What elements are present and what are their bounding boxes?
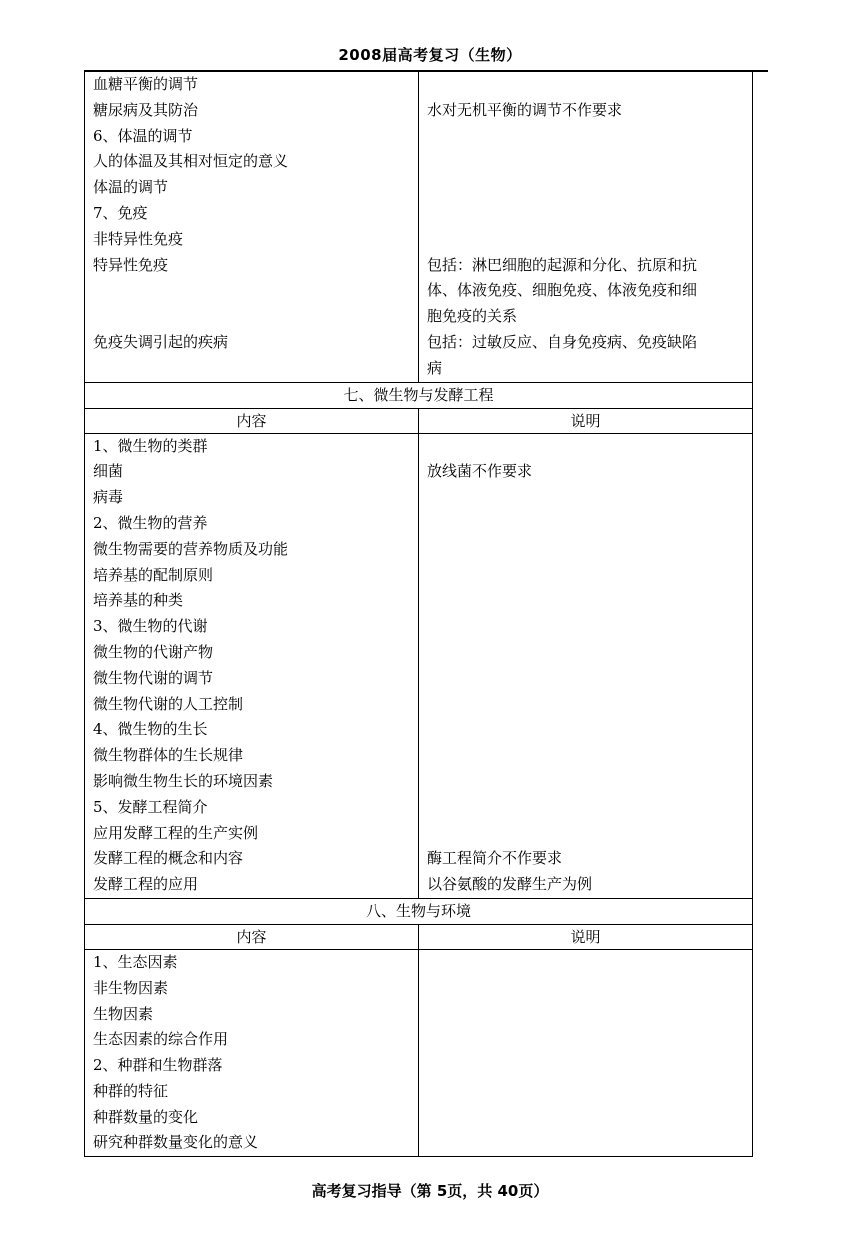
text-line: 发酵工程的应用	[93, 875, 199, 894]
section8-content-lines	[93, 950, 410, 1156]
block1-note-lines	[427, 72, 744, 382]
col-content-label: 内容	[236, 927, 267, 946]
text-line: 特异性免疫	[93, 255, 169, 274]
section8-col-content-header	[85, 924, 419, 949]
text-line	[427, 72, 744, 98]
text-line: 微生物群体的生长规律	[93, 746, 244, 765]
text-line	[427, 149, 744, 175]
section8-title-cell	[85, 898, 753, 924]
text-line: 2、微生物的营养	[93, 513, 208, 532]
text-line: 2、种群和生物群落	[93, 1056, 223, 1075]
text-line: 微生物需要的营养物质及功能	[93, 539, 289, 558]
text-line: 以谷氨酸的发酵生产为例	[427, 875, 593, 894]
text-line: 培养基的配制原则	[93, 565, 214, 584]
text-line	[427, 175, 744, 201]
text-line	[427, 1002, 744, 1028]
text-line: 培养基的种类	[93, 591, 184, 610]
text-line: 胞免疫的关系	[427, 307, 518, 326]
text-line	[427, 588, 744, 614]
text-line: 生态因素的综合作用	[93, 1030, 229, 1049]
text-line	[427, 511, 744, 537]
section8-header-row	[85, 924, 753, 949]
text-line	[427, 976, 744, 1002]
text-line	[427, 537, 744, 563]
text-line	[427, 795, 744, 821]
section8-title-row	[85, 898, 753, 924]
section7-content-lines	[93, 434, 410, 898]
section7-header-row	[85, 408, 753, 433]
text-line	[427, 640, 744, 666]
section7-body-row	[85, 433, 753, 898]
text-line	[427, 769, 744, 795]
text-line: 微生物代谢的调节	[93, 668, 214, 687]
text-line: 生物因素	[93, 1004, 154, 1023]
text-line: 体温的调节	[93, 178, 169, 197]
text-line	[427, 227, 744, 253]
block1-content-lines	[93, 72, 410, 382]
section7-title-row	[85, 382, 753, 408]
text-line: 细菌	[93, 462, 124, 481]
section7-title: 七、微生物与发酵工程	[343, 385, 494, 404]
text-line: 发酵工程的概念和内容	[93, 849, 244, 868]
text-line: 包括：过敏反应、自身免疫病、免疫缺陷	[427, 332, 698, 351]
text-line	[427, 485, 744, 511]
text-line	[427, 434, 744, 460]
text-line: 非生物因素	[93, 978, 169, 997]
text-line	[427, 717, 744, 743]
text-line: 血糖平衡的调节	[93, 75, 199, 93]
text-line	[427, 821, 744, 847]
text-line	[427, 666, 744, 692]
section8-col-note-header	[419, 924, 753, 949]
block1-content-cell	[85, 72, 419, 383]
text-line: 种群数量的变化	[93, 1107, 199, 1126]
text-line	[427, 743, 744, 769]
text-line: 免疫失调引起的疾病	[93, 332, 229, 351]
syllabus-table	[84, 71, 753, 1157]
text-line	[427, 201, 744, 227]
section8-note-lines	[427, 950, 744, 1156]
text-line	[93, 304, 410, 330]
text-line: 微生物的代谢产物	[93, 642, 214, 661]
text-line: 放线菌不作要求	[427, 462, 533, 481]
text-line: 体、体液免疫、细胞免疫、体液免疫和细	[427, 281, 698, 300]
col-note-label: 说明	[570, 927, 601, 946]
text-line: 水对无机平衡的调节不作要求	[427, 100, 623, 119]
text-line: 种群的特征	[93, 1081, 169, 1100]
section7-col-note-header	[419, 408, 753, 433]
text-line	[427, 1079, 744, 1105]
text-line: 4、微生物的生长	[93, 720, 208, 739]
section8-body-row	[85, 949, 753, 1156]
text-line	[427, 563, 744, 589]
text-line	[427, 1027, 744, 1053]
section8-note-cell	[419, 949, 753, 1156]
block1-row	[85, 72, 753, 383]
text-line: 病毒	[93, 488, 124, 507]
text-line: 人的体温及其相对恒定的意义	[93, 152, 289, 171]
text-line: 非特异性免疫	[93, 229, 184, 248]
text-line	[427, 614, 744, 640]
text-line	[93, 278, 410, 304]
page-header: 2008届高考复习（生物）	[338, 46, 522, 64]
col-note-label: 说明	[570, 411, 601, 430]
section8-content-cell	[85, 949, 419, 1156]
text-line: 微生物代谢的人工控制	[93, 694, 244, 713]
text-line: 应用发酵工程的生产实例	[93, 823, 259, 842]
text-line: 3、微生物的代谢	[93, 617, 208, 636]
text-line	[427, 1105, 744, 1131]
text-line: 6、体温的调节	[93, 126, 193, 145]
text-line: 5、发酵工程简介	[93, 797, 208, 816]
text-line	[93, 356, 410, 382]
section7-note-cell	[419, 433, 753, 898]
section8-title: 八、生物与环境	[365, 901, 471, 920]
text-line: 病	[427, 358, 443, 377]
text-line: 7、免疫	[93, 203, 148, 222]
section7-title-cell	[85, 382, 753, 408]
section7-note-lines	[427, 434, 744, 898]
col-content-label: 内容	[236, 411, 267, 430]
text-line	[427, 124, 744, 150]
text-line: 研究种群数量变化的意义	[93, 1133, 259, 1152]
text-line: 影响微生物生长的环境因素	[93, 771, 274, 790]
text-line: 1、生态因素	[93, 952, 178, 971]
section7-content-cell	[85, 433, 419, 898]
text-line	[427, 1053, 744, 1079]
text-line: 1、微生物的类群	[93, 436, 208, 455]
page-footer: 高考复习指导（第 5页，共 40页）	[311, 1182, 549, 1200]
text-line: 糖尿病及其防治	[93, 100, 199, 119]
text-line	[427, 950, 744, 976]
section7-col-content-header	[85, 408, 419, 433]
text-line: 包括：淋巴细胞的起源和分化、抗原和抗	[427, 255, 698, 274]
text-line: 酶工程简介不作要求	[427, 849, 563, 868]
text-line	[427, 1130, 744, 1156]
text-line	[427, 692, 744, 718]
block1-note-cell	[419, 72, 753, 383]
